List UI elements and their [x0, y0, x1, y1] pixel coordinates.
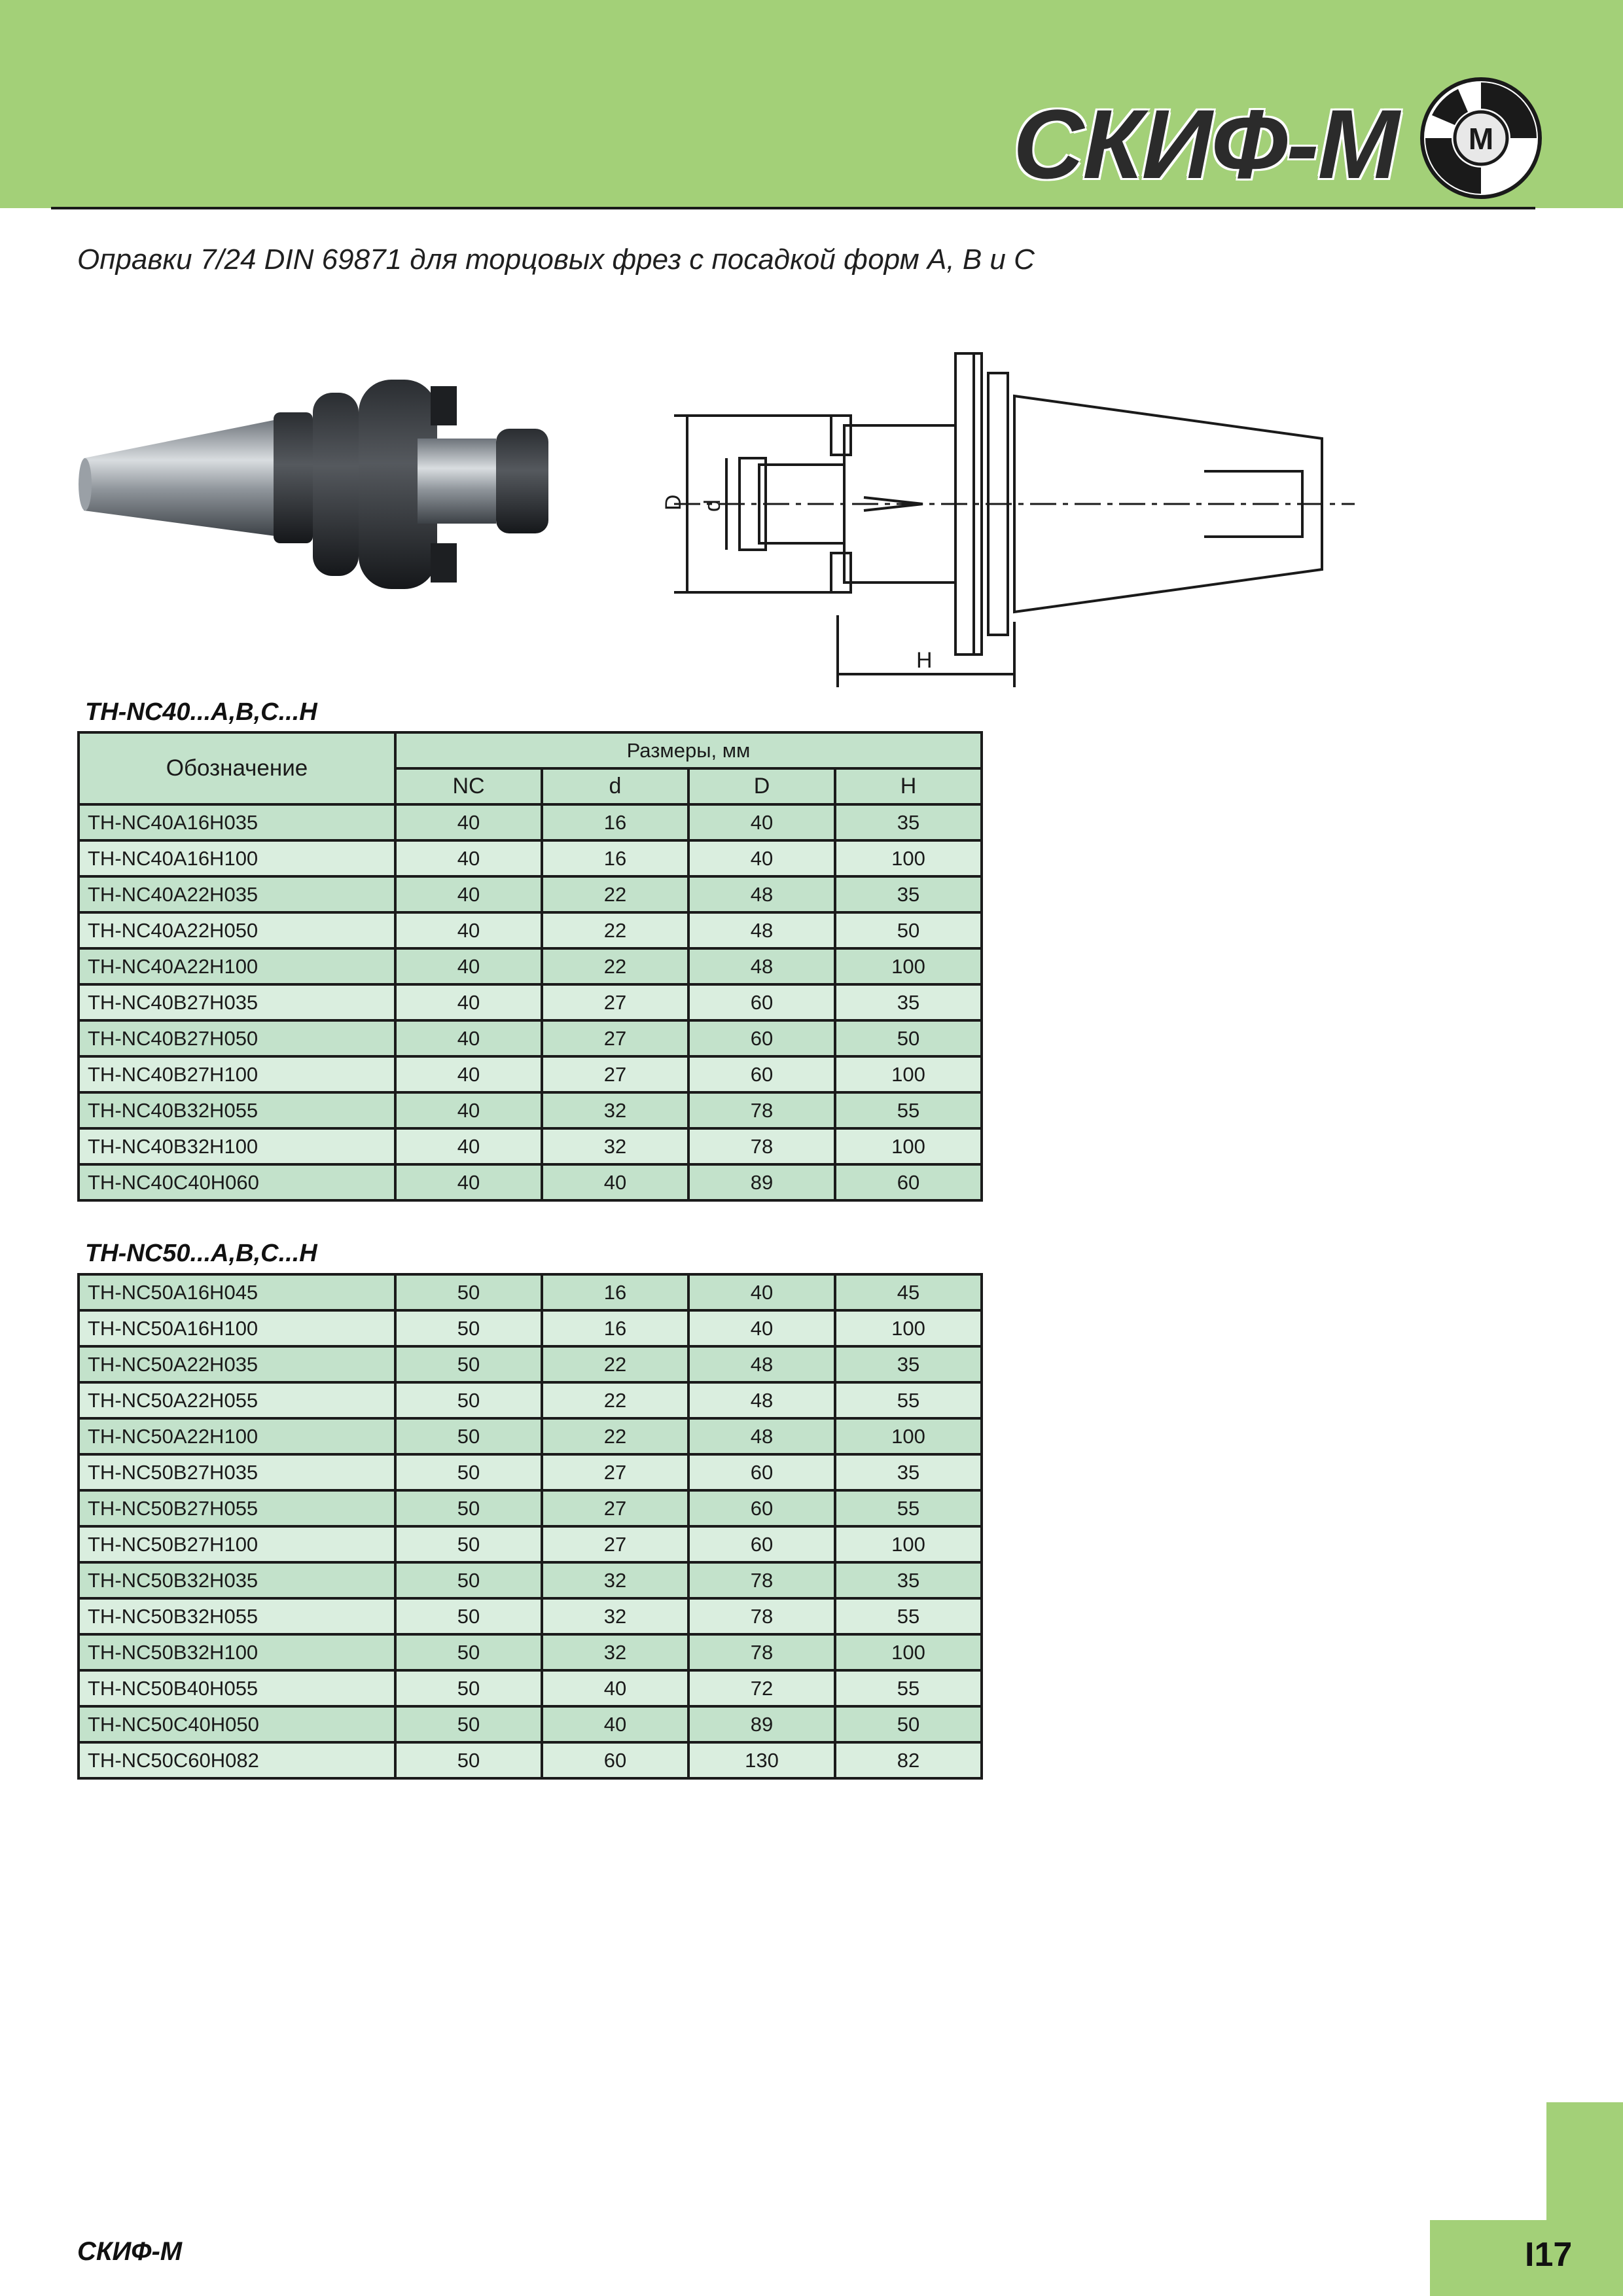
product-photo — [77, 367, 575, 615]
cell-value: 50 — [835, 1706, 982, 1742]
brand-logo-icon — [1419, 76, 1543, 200]
cell-designation: TH-NC40A16H035 — [79, 804, 395, 840]
header-divider — [51, 207, 1535, 209]
page-number: I17 — [1525, 2236, 1573, 2274]
cell-designation: TH-NC50B27H100 — [79, 1526, 395, 1562]
cell-value: 60 — [688, 984, 835, 1020]
cell-value: 50 — [395, 1562, 542, 1598]
cell-value: 48 — [688, 912, 835, 948]
cell-value: 40 — [542, 1164, 688, 1200]
section-title-nc50: TH-NC50...A,B,C...H — [85, 1240, 317, 1267]
cell-value: 22 — [542, 912, 688, 948]
logo-letter: М — [1468, 122, 1494, 156]
cell-value: 50 — [395, 1634, 542, 1670]
cell-value: 60 — [835, 1164, 982, 1200]
spec-table-nc50 — [77, 1273, 983, 1780]
cell-value: 60 — [688, 1020, 835, 1056]
cell-value: 50 — [835, 1020, 982, 1056]
cell-value: 78 — [688, 1634, 835, 1670]
dimension-label-D: D — [661, 494, 686, 511]
cell-value: 35 — [835, 876, 982, 912]
cell-designation: TH-NC40B27H100 — [79, 1056, 395, 1092]
cell-value: 32 — [542, 1598, 688, 1634]
cell-designation: TH-NC40B27H035 — [79, 984, 395, 1020]
cell-value: 40 — [395, 804, 542, 840]
spec-table-nc40 — [77, 731, 983, 1202]
cell-value: 50 — [395, 1706, 542, 1742]
cell-designation: TH-NC40A16H100 — [79, 840, 395, 876]
column-header-designation: Обозначение — [79, 732, 395, 804]
cell-designation: TH-NC50B27H055 — [79, 1490, 395, 1526]
cell-value: 35 — [835, 804, 982, 840]
cell-value: 100 — [835, 1418, 982, 1454]
cell-value: 89 — [688, 1164, 835, 1200]
cell-value: 78 — [688, 1598, 835, 1634]
cell-value: 22 — [542, 1382, 688, 1418]
cell-value: 55 — [835, 1092, 982, 1128]
cell-value: 35 — [835, 1454, 982, 1490]
dimension-label-d: d — [700, 499, 725, 512]
column-header-h: H — [835, 768, 982, 804]
cell-value: 60 — [688, 1454, 835, 1490]
cell-value: 16 — [542, 840, 688, 876]
cell-value: 50 — [395, 1346, 542, 1382]
cell-designation: TH-NC50A22H035 — [79, 1346, 395, 1382]
table-row — [79, 1598, 982, 1634]
cell-value: 55 — [835, 1382, 982, 1418]
cell-designation: TH-NC50A22H055 — [79, 1382, 395, 1418]
table-row — [79, 1418, 982, 1454]
cell-value: 60 — [688, 1490, 835, 1526]
cell-value: 50 — [395, 1742, 542, 1778]
cell-value: 100 — [835, 1056, 982, 1092]
table-row — [79, 1346, 982, 1382]
cell-value: 22 — [542, 1346, 688, 1382]
cell-value: 50 — [395, 1454, 542, 1490]
cell-value: 78 — [688, 1128, 835, 1164]
cell-value: 40 — [395, 1164, 542, 1200]
table-row — [79, 1128, 982, 1164]
column-group-dimensions: Размеры, мм — [395, 732, 982, 768]
cell-value: 40 — [542, 1670, 688, 1706]
cell-value: 35 — [835, 984, 982, 1020]
cell-value: 50 — [395, 1598, 542, 1634]
cell-value: 50 — [395, 1670, 542, 1706]
cell-value: 48 — [688, 876, 835, 912]
cell-value: 32 — [542, 1562, 688, 1598]
cell-value: 55 — [835, 1670, 982, 1706]
cell-designation: TH-NC50B27H035 — [79, 1454, 395, 1490]
table-row — [79, 876, 982, 912]
cell-value: 50 — [395, 1418, 542, 1454]
table-row — [79, 1382, 982, 1418]
cell-value: 40 — [395, 1056, 542, 1092]
cell-value: 60 — [688, 1526, 835, 1562]
table-row — [79, 948, 982, 984]
cell-designation: TH-NC40A22H100 — [79, 948, 395, 984]
cell-value: 82 — [835, 1742, 982, 1778]
cell-value: 22 — [542, 1418, 688, 1454]
cell-value: 40 — [688, 804, 835, 840]
cell-designation: TH-NC50B40H055 — [79, 1670, 395, 1706]
cell-value: 45 — [835, 1274, 982, 1310]
brand-logo-text: СКИФ-М — [1013, 89, 1399, 199]
cell-value: 100 — [835, 948, 982, 984]
table-row — [79, 1562, 982, 1598]
cell-value: 50 — [835, 912, 982, 948]
table-row — [79, 1164, 982, 1200]
table-row — [79, 1092, 982, 1128]
cell-designation: TH-NC40C40H060 — [79, 1164, 395, 1200]
cell-value: 40 — [542, 1706, 688, 1742]
cell-value: 40 — [395, 984, 542, 1020]
cell-designation: TH-NC50A16H100 — [79, 1310, 395, 1346]
cell-designation: TH-NC40B32H100 — [79, 1128, 395, 1164]
cell-designation: TH-NC40A22H050 — [79, 912, 395, 948]
table-row — [79, 1634, 982, 1670]
cell-value: 27 — [542, 1020, 688, 1056]
dimension-label-H: H — [916, 648, 933, 673]
column-header-d-large: D — [688, 768, 835, 804]
cell-value: 40 — [688, 1310, 835, 1346]
cell-value: 78 — [688, 1092, 835, 1128]
cell-value: 16 — [542, 1274, 688, 1310]
cell-designation: TH-NC50B32H055 — [79, 1598, 395, 1634]
cell-value: 22 — [542, 876, 688, 912]
section-title-nc40: TH-NC40...A,B,C...H — [85, 698, 317, 726]
cell-value: 16 — [542, 804, 688, 840]
cell-value: 32 — [542, 1092, 688, 1128]
cell-value: 50 — [395, 1490, 542, 1526]
cell-value: 40 — [688, 840, 835, 876]
table-row — [79, 1670, 982, 1706]
cell-designation: TH-NC50B32H100 — [79, 1634, 395, 1670]
cell-value: 100 — [835, 1310, 982, 1346]
cell-value: 40 — [395, 1092, 542, 1128]
cell-value: 16 — [542, 1310, 688, 1346]
cell-value: 27 — [542, 1526, 688, 1562]
table-row — [79, 1706, 982, 1742]
cell-value: 27 — [542, 1056, 688, 1092]
cell-value: 50 — [395, 1526, 542, 1562]
cell-value: 40 — [395, 876, 542, 912]
cell-designation: TH-NC50A16H045 — [79, 1274, 395, 1310]
cell-value: 72 — [688, 1670, 835, 1706]
table-row — [79, 1490, 982, 1526]
table-row — [79, 1274, 982, 1310]
cell-value: 60 — [542, 1742, 688, 1778]
footer-brand: СКИФ-М — [77, 2237, 183, 2266]
cell-designation: TH-NC50C40H050 — [79, 1706, 395, 1742]
cell-value: 130 — [688, 1742, 835, 1778]
cell-value: 27 — [542, 1490, 688, 1526]
cell-designation: TH-NC40B32H055 — [79, 1092, 395, 1128]
cell-value: 78 — [688, 1562, 835, 1598]
cell-value: 55 — [835, 1598, 982, 1634]
cell-value: 100 — [835, 1634, 982, 1670]
table-row — [79, 1056, 982, 1092]
cell-value: 40 — [395, 948, 542, 984]
cell-value: 55 — [835, 1490, 982, 1526]
column-header-nc: NC — [395, 768, 542, 804]
cell-value: 48 — [688, 1418, 835, 1454]
cell-value: 60 — [688, 1056, 835, 1092]
table-row — [79, 1742, 982, 1778]
cell-value: 35 — [835, 1562, 982, 1598]
cell-value: 40 — [395, 1020, 542, 1056]
cell-value: 27 — [542, 984, 688, 1020]
cell-value: 50 — [395, 1382, 542, 1418]
cell-designation: TH-NC40B27H050 — [79, 1020, 395, 1056]
cell-value: 32 — [542, 1128, 688, 1164]
cell-designation: TH-NC40A22H035 — [79, 876, 395, 912]
cell-value: 40 — [688, 1274, 835, 1310]
table-row — [79, 1526, 982, 1562]
cell-value: 27 — [542, 1454, 688, 1490]
cell-value: 40 — [395, 1128, 542, 1164]
cell-value: 22 — [542, 948, 688, 984]
cell-value: 40 — [395, 840, 542, 876]
table-row — [79, 1454, 982, 1490]
column-header-d-small: d — [542, 768, 688, 804]
cell-value: 100 — [835, 840, 982, 876]
table-row — [79, 840, 982, 876]
table-row — [79, 984, 982, 1020]
cell-value: 35 — [835, 1346, 982, 1382]
cell-value: 100 — [835, 1128, 982, 1164]
cell-value: 50 — [395, 1310, 542, 1346]
technical-drawing — [648, 340, 1374, 694]
cell-value: 48 — [688, 1346, 835, 1382]
cell-designation: TH-NC50B32H035 — [79, 1562, 395, 1598]
cell-value: 89 — [688, 1706, 835, 1742]
table-row — [79, 912, 982, 948]
table-row — [79, 804, 982, 840]
cell-value: 32 — [542, 1634, 688, 1670]
cell-value: 48 — [688, 948, 835, 984]
cell-value: 100 — [835, 1526, 982, 1562]
cell-value: 40 — [395, 912, 542, 948]
cell-designation: TH-NC50A22H100 — [79, 1418, 395, 1454]
cell-designation: TH-NC50C60H082 — [79, 1742, 395, 1778]
cell-value: 50 — [395, 1274, 542, 1310]
cell-value: 48 — [688, 1382, 835, 1418]
table-row — [79, 1310, 982, 1346]
table-row — [79, 1020, 982, 1056]
page-title: Оправки 7/24 DIN 69871 для торцовых фрез с посадкой форм A, B и C — [77, 243, 1035, 276]
